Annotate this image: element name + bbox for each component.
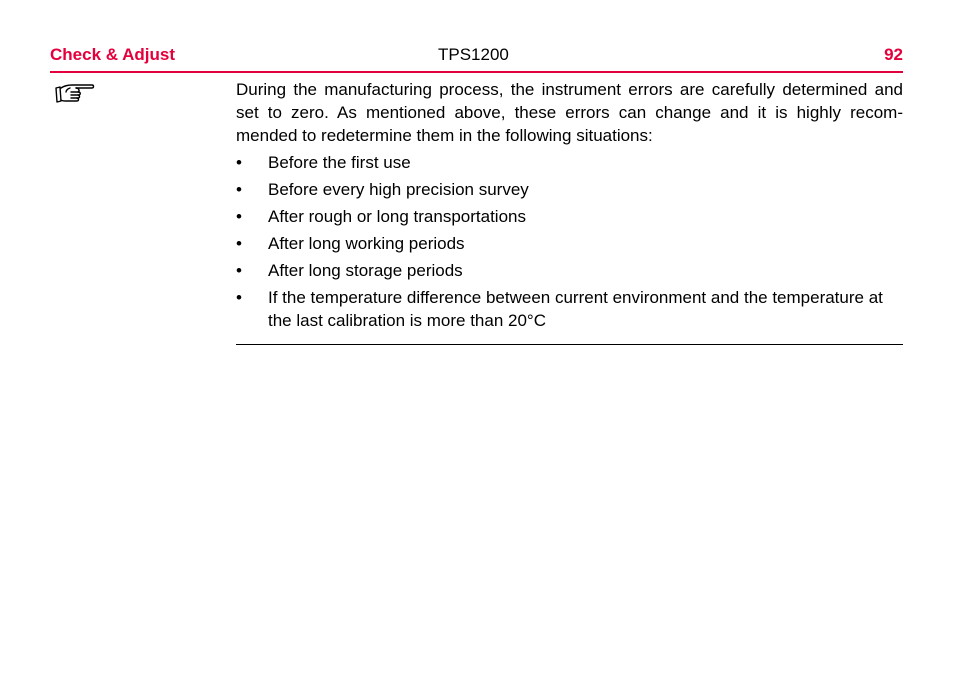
- bullet-icon: •: [236, 288, 242, 307]
- product-name: TPS1200: [438, 45, 509, 64]
- page-header: [50, 44, 903, 66]
- bullet-icon: •: [236, 153, 242, 172]
- list-item-text: If the temperature difference between current environment and the temperature at the last calibration is more than 20°C: [268, 288, 883, 330]
- list-item: [236, 259, 903, 282]
- list-item-text: After long storage periods: [268, 261, 463, 280]
- note-content: [236, 78, 903, 332]
- list-item-text: Before every high precision survey: [268, 180, 529, 199]
- list-item: [236, 205, 903, 228]
- bullet-icon: •: [236, 234, 242, 253]
- bullet-icon: •: [236, 207, 242, 226]
- pointing-hand-icon: [54, 82, 96, 106]
- list-item-text: Before the first use: [268, 153, 411, 172]
- header-divider: [50, 71, 903, 73]
- situation-list: [236, 151, 903, 332]
- bullet-icon: •: [236, 261, 242, 280]
- bullet-icon: •: [236, 180, 242, 199]
- note-paragraph: During the manufacturing process, the instrument errors are carefully determined and set to zero. As mentioned above, these errors can change and it is highly recom-mended to redetermine them in the following situations:: [236, 80, 903, 145]
- note-end-divider: [236, 344, 903, 345]
- list-item: [236, 178, 903, 201]
- page-number: 92: [884, 45, 903, 64]
- list-item: [236, 286, 903, 332]
- list-item: [236, 151, 903, 174]
- list-item-text: After long working periods: [268, 234, 465, 253]
- list-item: [236, 232, 903, 255]
- section-title: Check & Adjust: [50, 45, 176, 64]
- list-item-text: After rough or long transportations: [268, 207, 526, 226]
